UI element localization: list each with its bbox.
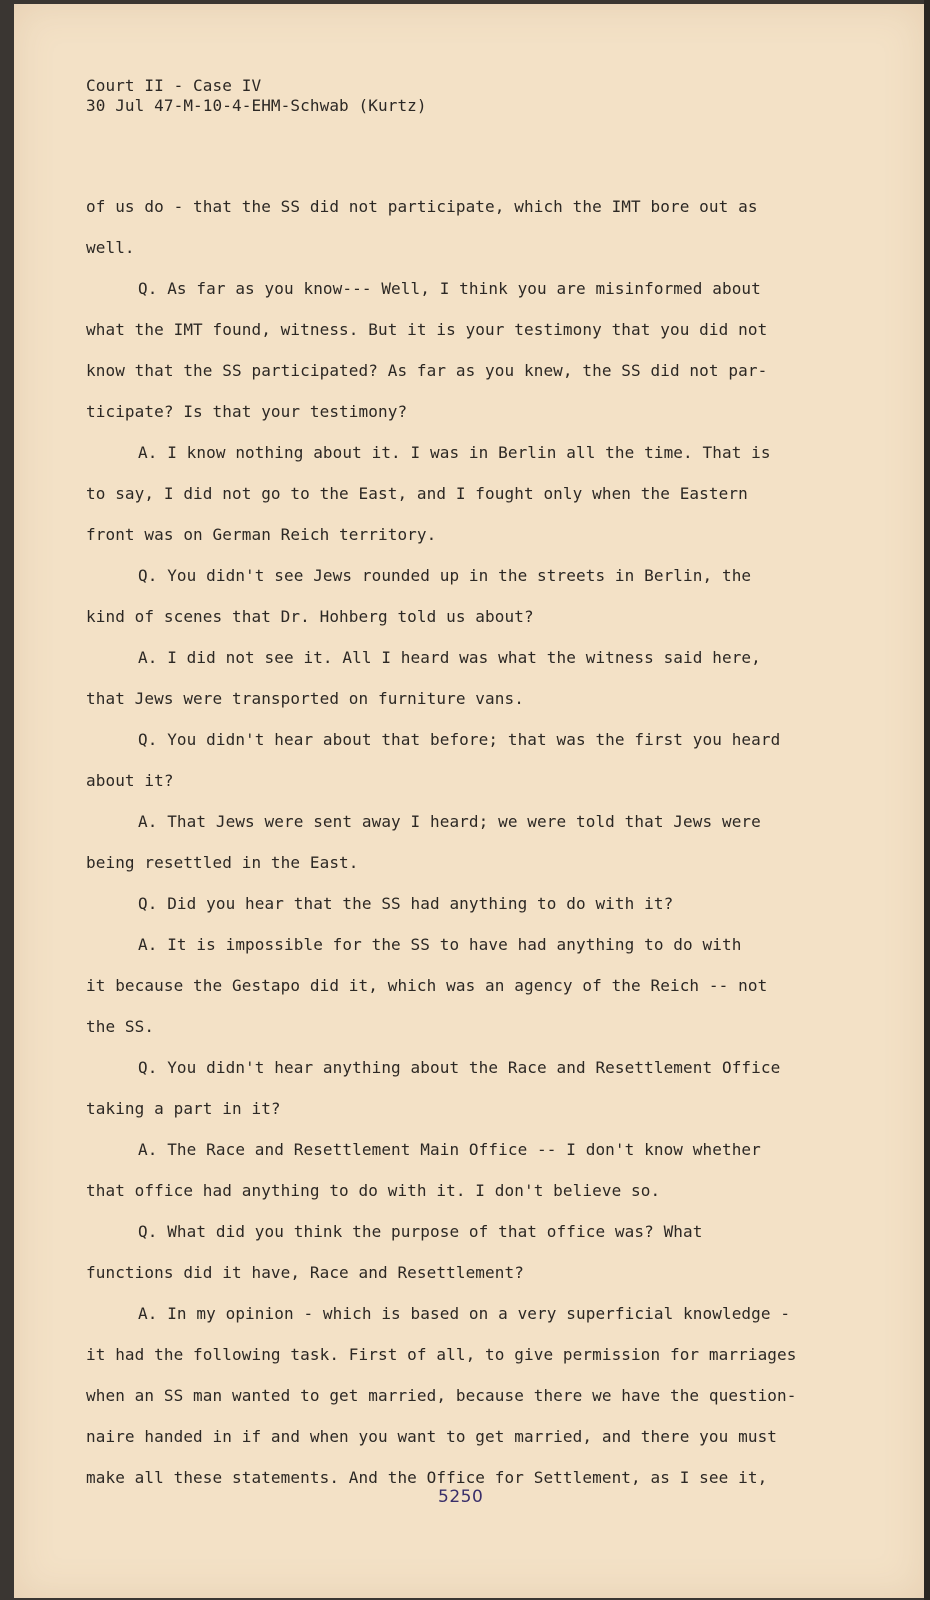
scan-edge: [924, 0, 930, 1600]
transcript-line: ticipate? Is that your testimony?: [86, 402, 408, 421]
document-header: [86, 76, 427, 116]
header-date-line: 30 Jul 47-M-10-4-EHM-Schwab (Kurtz): [86, 96, 427, 115]
transcript-line: Q. Did you hear that the SS had anything to do with it?: [138, 894, 674, 913]
transcript-line: functions did it have, Race and Resettlement?: [86, 1263, 524, 1282]
transcript-line: A. I know nothing about it. I was in Berlin all the time. That is: [138, 443, 771, 462]
transcript-line: make all these statements. And the Office for Settlement, as I see it,: [86, 1468, 768, 1487]
transcript-line: that Jews were transported on furniture vans.: [86, 689, 524, 708]
transcript-line: that office had anything to do with it. I don't believe so.: [86, 1181, 661, 1200]
transcript-line: well.: [86, 238, 135, 257]
transcript-line: about it?: [86, 771, 174, 790]
transcript-line: A. That Jews were sent away I heard; we were told that Jews were: [138, 812, 761, 831]
transcript-line: kind of scenes that Dr. Hohberg told us about?: [86, 607, 534, 626]
transcript-line: A. It is impossible for the SS to have had anything to do with: [138, 935, 742, 954]
transcript-line: it had the following task. First of all, to give permission for marriages: [86, 1345, 797, 1364]
transcript-line: the SS.: [86, 1017, 155, 1036]
transcript-line: Q. You didn't hear anything about the Race and Resettlement Office: [138, 1058, 781, 1077]
transcript-line: know that the SS participated? As far as you knew, the SS did not par-: [86, 361, 768, 380]
page-number: 5250: [438, 1487, 484, 1507]
transcript-line: A. I did not see it. All I heard was what the witness said here,: [138, 648, 761, 667]
transcript-line: what the IMT found, witness. But it is your testimony that you did not: [86, 320, 768, 339]
transcript-body: [86, 186, 846, 1498]
transcript-line: Q. As far as you know--- Well, I think you are misinformed about: [138, 279, 761, 298]
transcript-line: of us do - that the SS did not participate, which the IMT bore out as: [86, 197, 758, 216]
transcript-line: A. In my opinion - which is based on a very superficial knowledge -: [138, 1304, 791, 1323]
transcript-line: Q. You didn't hear about that before; that was the first you heard: [138, 730, 781, 749]
transcript-line: taking a part in it?: [86, 1099, 281, 1118]
header-case-line: Court II - Case IV: [86, 76, 262, 95]
transcript-line: to say, I did not go to the East, and I fought only when the Eastern: [86, 484, 748, 503]
document-page: [14, 4, 924, 1598]
transcript-line: Q. What did you think the purpose of that office was? What: [138, 1222, 703, 1241]
transcript-line: A. The Race and Resettlement Main Office -- I don't know whether: [138, 1140, 761, 1159]
transcript-line: front was on German Reich territory.: [86, 525, 437, 544]
transcript-line: it because the Gestapo did it, which was an agency of the Reich -- not: [86, 976, 768, 995]
transcript-line: naire handed in if and when you want to get married, and there you must: [86, 1427, 778, 1446]
transcript-line: Q. You didn't see Jews rounded up in the streets in Berlin, the: [138, 566, 752, 585]
transcript-line: when an SS man wanted to get married, because there we have the question-: [86, 1386, 797, 1405]
transcript-line: being resettled in the East.: [86, 853, 359, 872]
